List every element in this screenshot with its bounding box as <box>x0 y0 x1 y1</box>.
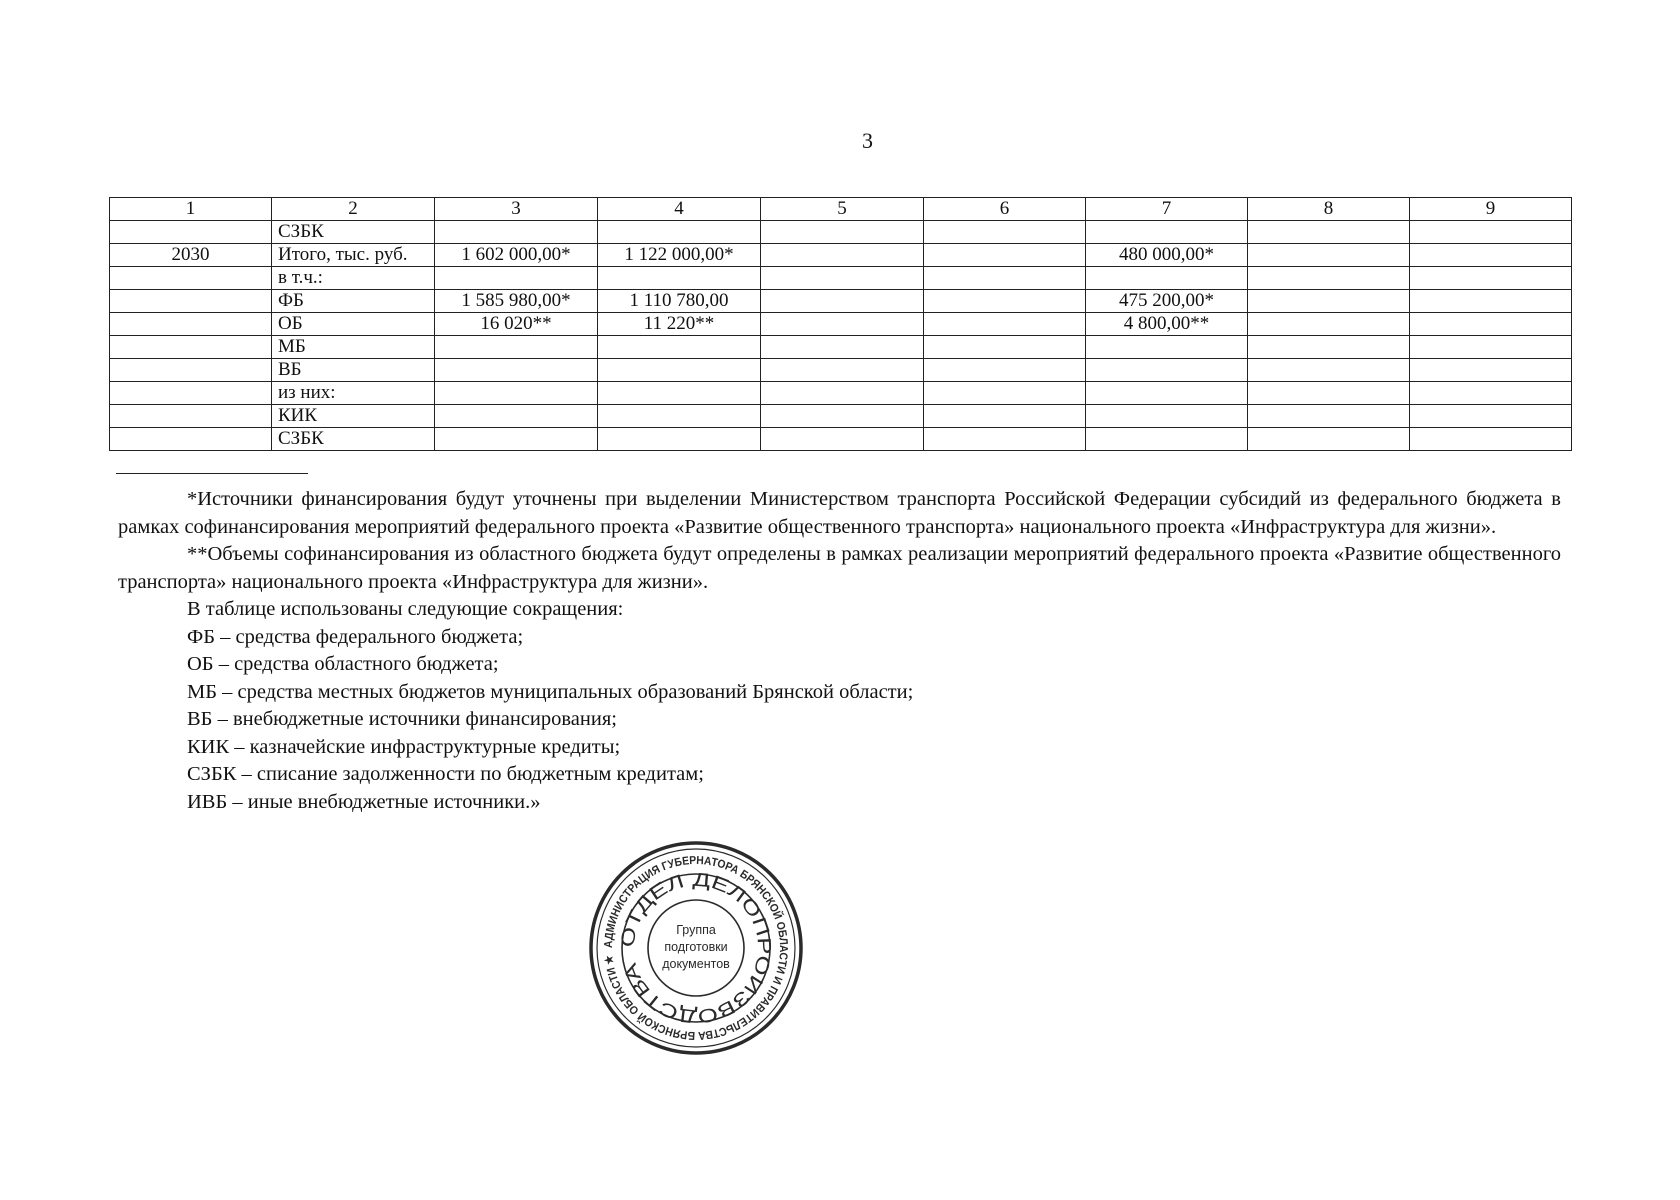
table-cell <box>1248 290 1410 313</box>
table-cell <box>435 382 598 405</box>
abbreviation-item: ФБ – средства федерального бюджета; <box>187 625 524 648</box>
table-cell <box>1410 267 1572 290</box>
table-cell <box>1410 382 1572 405</box>
abbreviation-item: КИК – казначейские инфраструктурные кредиты; <box>187 735 621 758</box>
table-cell <box>761 267 924 290</box>
abbreviation-item: МБ – средства местных бюджетов муниципальных образований Брянской области; <box>187 680 914 703</box>
table-cell: 480 000,00* <box>1086 244 1248 267</box>
table-cell <box>1086 221 1248 244</box>
abbreviation-item: ИВБ – иные внебюджетные источники.» <box>187 790 541 813</box>
table-cell: ФБ <box>272 290 435 313</box>
table-row <box>110 313 1572 336</box>
table-cell <box>761 290 924 313</box>
table-cell <box>1086 267 1248 290</box>
table-cell: из них: <box>272 382 435 405</box>
table-cell <box>1086 428 1248 451</box>
table-cell <box>1410 313 1572 336</box>
table-cell: МБ <box>272 336 435 359</box>
table-cell: 4 800,00** <box>1086 313 1248 336</box>
table-cell <box>761 221 924 244</box>
table-cell <box>1086 382 1248 405</box>
table-cell <box>761 359 924 382</box>
footnote-1: *Источники финансирования будут уточнены при выделении Министерством транспорта Российской Федерации субсидий из федерального бюджета в рамках софинансирования мероприятий федерального проекта «Развитие общественного транспорта» национального проекта «Инфраструктура для жизни». <box>118 488 1561 538</box>
table-cell <box>598 267 761 290</box>
table-cell <box>598 336 761 359</box>
table-cell <box>110 290 272 313</box>
table-cell <box>924 313 1086 336</box>
table-cell: 1 110 780,00 <box>598 290 761 313</box>
table-cell: 1 122 000,00* <box>598 244 761 267</box>
table-cell <box>1410 336 1572 359</box>
table-cell <box>435 267 598 290</box>
column-header: 3 <box>435 198 598 221</box>
table-cell: 1 602 000,00* <box>435 244 598 267</box>
table-cell <box>924 405 1086 428</box>
table-cell <box>435 221 598 244</box>
seal-center-line: Группа <box>676 923 716 937</box>
table-cell: 475 200,00* <box>1086 290 1248 313</box>
column-header: 9 <box>1410 198 1572 221</box>
table-cell <box>110 382 272 405</box>
abbreviation-item: СЗБК – списание задолженности по бюджетным кредитам; <box>187 763 704 785</box>
table-cell <box>1248 428 1410 451</box>
table-row <box>110 428 1572 451</box>
table-cell: 2030 <box>110 244 272 267</box>
table-cell <box>1086 336 1248 359</box>
table-cell: Итого, тыс. руб. <box>272 244 435 267</box>
table-cell <box>435 359 598 382</box>
column-header: 4 <box>598 198 761 221</box>
abbreviations-intro: В таблице использованы следующие сокращения: <box>187 598 624 620</box>
table-cell <box>110 405 272 428</box>
table-row <box>110 244 1572 267</box>
table-cell <box>110 313 272 336</box>
table-cell <box>761 382 924 405</box>
table-cell <box>1248 244 1410 267</box>
footnote-separator <box>116 473 308 474</box>
table-cell <box>1086 359 1248 382</box>
table-cell: СЗБК <box>272 428 435 451</box>
table-cell: ОБ <box>272 313 435 336</box>
table-row <box>110 405 1572 428</box>
table-cell <box>598 405 761 428</box>
column-header: 1 <box>110 198 272 221</box>
seal-center-line: документов <box>662 957 730 971</box>
table-cell <box>110 428 272 451</box>
table-cell <box>1410 405 1572 428</box>
table-cell <box>1248 336 1410 359</box>
table-cell <box>761 313 924 336</box>
table-cell: в т.ч.: <box>272 267 435 290</box>
table-cell <box>761 428 924 451</box>
table-cell <box>924 267 1086 290</box>
table-cell <box>1410 244 1572 267</box>
table-cell <box>598 221 761 244</box>
table-cell <box>110 221 272 244</box>
table-cell <box>924 382 1086 405</box>
table-row <box>110 382 1572 405</box>
table-cell <box>924 428 1086 451</box>
table-cell <box>1410 359 1572 382</box>
table-cell: СЗБК <box>272 221 435 244</box>
column-header: 8 <box>1248 198 1410 221</box>
table-cell <box>110 336 272 359</box>
table-cell <box>761 244 924 267</box>
official-seal-stamp <box>586 838 806 1058</box>
table-cell <box>435 336 598 359</box>
table-row <box>110 267 1572 290</box>
table-cell <box>1086 405 1248 428</box>
seal-middle-text: ОТДЕЛ ДЕЛОПРОИЗВОДСТВА <box>617 869 775 1027</box>
table-cell <box>924 290 1086 313</box>
table-cell: ВБ <box>272 359 435 382</box>
column-header: 5 <box>761 198 924 221</box>
table-cell <box>924 359 1086 382</box>
table-cell: 16 020** <box>435 313 598 336</box>
table-header-row <box>110 198 1572 221</box>
table-cell <box>1248 267 1410 290</box>
table-cell <box>1410 428 1572 451</box>
table-cell <box>1410 290 1572 313</box>
table-cell <box>1248 359 1410 382</box>
page-number: 3 <box>862 128 873 153</box>
table-cell <box>110 359 272 382</box>
table-cell <box>110 267 272 290</box>
table-cell <box>1410 221 1572 244</box>
table-cell <box>1248 405 1410 428</box>
column-header: 7 <box>1086 198 1248 221</box>
table-row <box>110 221 1572 244</box>
table-cell <box>1248 313 1410 336</box>
seal-outer-text: АДМИНИСТРАЦИЯ ГУБЕРНАТОРА БРЯНСКОЙ ОБЛАСТИ И ПРАВИТЕЛЬСТВА БРЯНСКОЙ ОБЛАСТИ ★ <box>602 854 790 1042</box>
table-cell <box>924 221 1086 244</box>
table-cell <box>435 428 598 451</box>
table-cell <box>598 359 761 382</box>
table-cell <box>761 336 924 359</box>
column-header: 2 <box>272 198 435 221</box>
budget-table <box>109 197 1572 451</box>
footnotes-block <box>118 486 1561 816</box>
table-cell <box>598 428 761 451</box>
table-cell: 1 585 980,00* <box>435 290 598 313</box>
column-header: 6 <box>924 198 1086 221</box>
table-row <box>110 336 1572 359</box>
seal-center-line: подготовки <box>664 940 728 954</box>
table-row <box>110 290 1572 313</box>
table-cell <box>598 382 761 405</box>
table-cell <box>761 405 924 428</box>
table-cell <box>1248 382 1410 405</box>
abbreviation-item: ВБ – внебюджетные источники финансирования; <box>187 708 617 730</box>
table-cell <box>435 405 598 428</box>
table-cell: КИК <box>272 405 435 428</box>
table-cell: 11 220** <box>598 313 761 336</box>
abbreviation-item: ОБ – средства областного бюджета; <box>187 653 499 675</box>
table-cell <box>924 244 1086 267</box>
table-cell <box>1248 221 1410 244</box>
table-row <box>110 359 1572 382</box>
table-cell <box>924 336 1086 359</box>
footnote-2: **Объемы софинансирования из областного бюджета будут определены в рамках реализации мероприятий федерального проекта «Развитие общественного транспорта» национального проекта «Инфраструктура для жизни». <box>118 543 1561 593</box>
